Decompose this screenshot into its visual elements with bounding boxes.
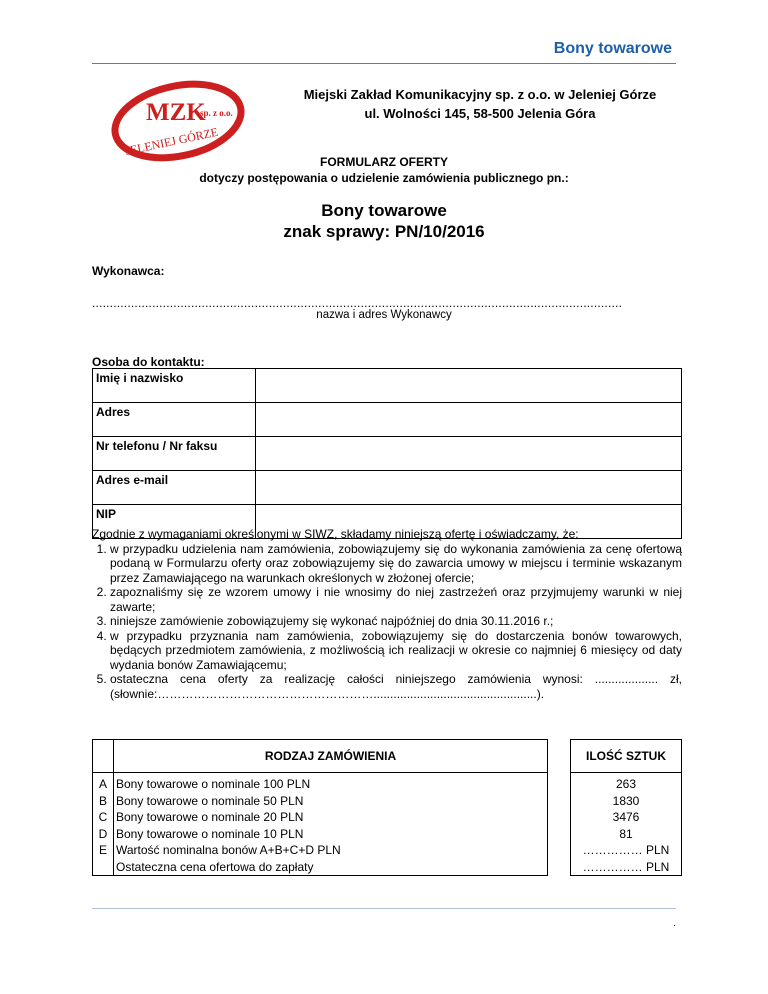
contact-row-label: Imię i nazwisko xyxy=(93,369,256,403)
table-row xyxy=(93,773,682,793)
contractor-dots[interactable]: ...................................................................................................................................................... xyxy=(92,296,623,310)
row-type: Bony towarowe o nominale 100 PLN xyxy=(114,773,548,793)
contact-row xyxy=(93,369,682,403)
contact-value-field[interactable] xyxy=(256,369,682,403)
contact-row-label: NIP xyxy=(93,505,256,539)
contact-row-label: Adres e-mail xyxy=(93,471,256,505)
contact-row xyxy=(93,403,682,437)
header-type: RODZAJ ZAMÓWIENIA xyxy=(114,740,548,773)
row-qty: 1830 xyxy=(571,793,682,810)
declaration-intro: Zgodnie z wymaganiami określonymi w SIWZ, składamy niniejszą ofertę i oświadczamy, że: xyxy=(92,527,579,541)
mzk-logo xyxy=(108,80,248,162)
row-type: Bony towarowe o nominale 10 PLN xyxy=(114,826,548,843)
orders-header-row xyxy=(93,740,682,773)
contact-label: Osoba do kontaktu: xyxy=(92,355,205,369)
declaration-item: 2. zapoznaliśmy się ze wzorem umowy i nie wnosimy do niej zastrzeżeń oraz przyjmujemy warunki w niej zawarte; xyxy=(110,585,682,614)
row-qty: 3476 xyxy=(571,809,682,826)
declaration xyxy=(92,527,682,701)
header-letter-cell xyxy=(93,740,114,773)
declaration-item: 5. ostateczna cena oferty za realizację całości niniejszego zamówienia wynosi: ................... zł, (słownie:……………………………………………….................................................). xyxy=(110,672,682,701)
table-row xyxy=(93,809,682,826)
company-address: ul. Wolności 145, 58-500 Jelenia Góra xyxy=(364,106,596,121)
form-subtitle: dotyczy postępowania o udzielenie zamówienia publicznego pn.: xyxy=(199,171,569,185)
contact-row-label: Adres xyxy=(93,403,256,437)
row-letter xyxy=(93,859,114,876)
contractor-label: Wykonawca: xyxy=(92,264,165,278)
row-type: Bony towarowe o nominale 20 PLN xyxy=(114,809,548,826)
form-title: FORMULARZ OFERTY xyxy=(320,155,448,169)
header-qty: ILOŚĆ SZTUK xyxy=(571,740,682,773)
contact-value-field[interactable] xyxy=(256,403,682,437)
logo-suffix: sp. z o.o. xyxy=(200,108,233,118)
row-qty[interactable]: …………… PLN xyxy=(571,859,682,876)
orders-table xyxy=(92,739,682,876)
running-header: Bony towarowe xyxy=(553,40,672,57)
case-number: znak sprawy: PN/10/2016 xyxy=(283,222,485,241)
row-letter: D xyxy=(93,826,114,843)
row-qty[interactable]: …………… PLN xyxy=(571,842,682,859)
row-letter: E xyxy=(93,842,114,859)
row-letter: B xyxy=(93,793,114,810)
footer-mark: . xyxy=(673,918,676,929)
table-row xyxy=(93,859,682,876)
company-name: Miejski Zakład Komunikacyjny sp. z o.o. w Jeleniej Górze xyxy=(303,87,657,102)
declaration-item: 3. niniejsze zamówienie zobowiązujemy się wykonać najpóźniej do dnia 30.11.2016 r.; xyxy=(110,614,682,629)
row-qty: 81 xyxy=(571,826,682,843)
row-type: Bony towarowe o nominale 50 PLN xyxy=(114,793,548,810)
row-letter: A xyxy=(93,773,114,793)
table-row xyxy=(93,793,682,810)
contact-row xyxy=(93,471,682,505)
row-type: Ostateczna cena ofertowa do zapłaty xyxy=(114,859,548,876)
table-row xyxy=(93,842,682,859)
contact-row xyxy=(93,437,682,471)
contractor-caption: nazwa i adres Wykonawcy xyxy=(316,309,452,321)
contact-value-field[interactable] xyxy=(256,471,682,505)
row-type: Wartość nominalna bonów A+B+C+D PLN xyxy=(114,842,548,859)
row-qty: 263 xyxy=(571,773,682,793)
table-row xyxy=(93,826,682,843)
footer-rule xyxy=(92,908,676,909)
declaration-item: 1. w przypadku udzielenia nam zamówienia, zobowiązujemy się do wykonania zamówienia za cenę ofertową podaną w Formularzu oferty oraz zobowiązujemy się do zawarcia umowy w miejscu i terminie wskazanym przez Zamawiającego na warunkach określonych w złożonej ofercie; xyxy=(110,542,682,586)
contact-table xyxy=(92,368,682,539)
tender-name: Bony towarowe xyxy=(321,201,447,220)
contact-value-field[interactable] xyxy=(256,437,682,471)
row-letter: C xyxy=(93,809,114,826)
contact-row-label: Nr telefonu / Nr faksu xyxy=(93,437,256,471)
header-rule xyxy=(92,63,676,64)
declaration-item: 4. w przypadku przyznania nam zamówienia, zobowiązujemy się do dostarczenia bonów towarowych, będących przedmiotem zamówienia, z możliwością ich realizacji w okresie co najmniej 6 miesięcy od daty wydania bonów Zamawiającemu; xyxy=(110,629,682,673)
logo-arc-text: JELENIEJ GÓRZE xyxy=(124,124,220,159)
declaration-list xyxy=(92,542,682,702)
logo-main: MZK xyxy=(146,99,206,126)
